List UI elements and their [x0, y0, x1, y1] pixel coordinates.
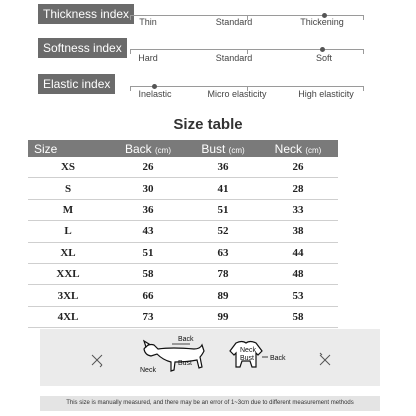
back-cell: 43 — [108, 221, 188, 242]
size-cell: XXL — [28, 263, 108, 284]
ruler-right-icon — [320, 353, 330, 365]
size-cell: XS — [28, 157, 108, 178]
size-cell: 3XL — [28, 285, 108, 306]
neck-cell: 38 — [258, 221, 338, 242]
index-scale-line — [130, 49, 364, 50]
header-bust — [188, 140, 258, 157]
size-cell: 4XL — [28, 306, 108, 327]
bust-cell: 89 — [188, 285, 258, 306]
neck-cell: 28 — [258, 178, 338, 199]
scale-tick — [363, 49, 364, 54]
scale-tick — [363, 86, 364, 91]
header-unit: (cm) — [155, 145, 172, 155]
table-row — [28, 242, 338, 263]
elastic-index-row — [0, 74, 416, 108]
table-row — [28, 199, 338, 220]
index-scale-line — [130, 15, 364, 16]
bust-cell: 41 — [188, 178, 258, 199]
scale-selected-dot — [320, 47, 325, 52]
size-cell: L — [28, 221, 108, 242]
scale-tick — [130, 15, 131, 20]
neck-cell: 48 — [258, 263, 338, 284]
header-size — [28, 140, 108, 157]
back-cell: 73 — [108, 306, 188, 327]
scale-option-low: Inelastic — [138, 89, 172, 99]
table-row — [28, 306, 338, 327]
dog-bust-label: Bust — [178, 360, 193, 367]
ruler-left-icon — [92, 355, 102, 367]
header-back — [108, 140, 188, 157]
measurement-diagram — [40, 329, 380, 386]
bust-cell: 99 — [188, 306, 258, 327]
size-table — [28, 140, 338, 328]
scale-option-mid: Micro elasticity — [207, 89, 267, 99]
table-row — [28, 285, 338, 306]
bust-cell: 36 — [188, 157, 258, 178]
table-row — [28, 178, 338, 199]
measurement-diagram-svg — [40, 329, 380, 386]
table-row — [28, 157, 338, 178]
scale-option-low: Thin — [139, 17, 157, 27]
index-label: Softness index — [38, 38, 127, 58]
scale-tick — [130, 49, 131, 54]
scale-tick — [363, 15, 364, 20]
size-cell: M — [28, 199, 108, 220]
thickness-index-row — [0, 4, 416, 38]
neck-cell: 33 — [258, 199, 338, 220]
size-cell: S — [28, 178, 108, 199]
neck-cell: 44 — [258, 242, 338, 263]
bust-cell: 51 — [188, 199, 258, 220]
size-table-title: Size table — [173, 116, 243, 133]
header-unit: (cm) — [228, 145, 245, 155]
header-back-label: Back — [124, 141, 152, 156]
back-cell: 30 — [108, 178, 188, 199]
back-cell: 51 — [108, 242, 188, 263]
bust-cell: 52 — [188, 221, 258, 242]
garment-neck-label: Neck — [240, 347, 256, 354]
scale-option-low: Hard — [138, 53, 158, 63]
back-cell: 26 — [108, 157, 188, 178]
dog-neck-label: Neck — [140, 367, 156, 374]
garment-back-label: Back — [270, 355, 286, 362]
neck-cell: 53 — [258, 285, 338, 306]
bust-cell: 63 — [188, 242, 258, 263]
header-unit: (cm) — [305, 145, 322, 155]
header-bust-label: Bust — [201, 141, 226, 156]
neck-cell: 58 — [258, 306, 338, 327]
header-neck — [258, 140, 338, 157]
neck-cell: 26 — [258, 157, 338, 178]
scale-option-mid: Standard — [215, 53, 253, 63]
size-cell: XL — [28, 242, 108, 263]
bust-cell: 78 — [188, 263, 258, 284]
scale-option-high: Thickening — [300, 17, 344, 27]
back-cell: 66 — [108, 285, 188, 306]
back-cell: 58 — [108, 263, 188, 284]
softness-index-row — [0, 38, 416, 72]
dog-back-label: Back — [178, 336, 194, 343]
table-row — [28, 263, 338, 284]
index-label: Elastic index — [38, 74, 115, 94]
garment-bust-label: Bust — [240, 355, 255, 362]
scale-option-high: High elasticity — [298, 89, 354, 99]
header-size-label: Size — [34, 141, 58, 156]
measurement-note: This size is manually measured, and there may be an error of 1~3cm due to different measurement methods — [40, 396, 380, 411]
size-table-header-row — [28, 140, 338, 157]
table-row — [28, 221, 338, 242]
index-scale-line — [130, 86, 364, 87]
header-neck-label: Neck — [274, 141, 302, 156]
scale-option-high: Soft — [315, 53, 333, 63]
back-cell: 36 — [108, 199, 188, 220]
index-label: Thickness index — [38, 4, 134, 24]
scale-tick — [130, 86, 131, 91]
scale-option-mid: Standard — [215, 17, 253, 27]
